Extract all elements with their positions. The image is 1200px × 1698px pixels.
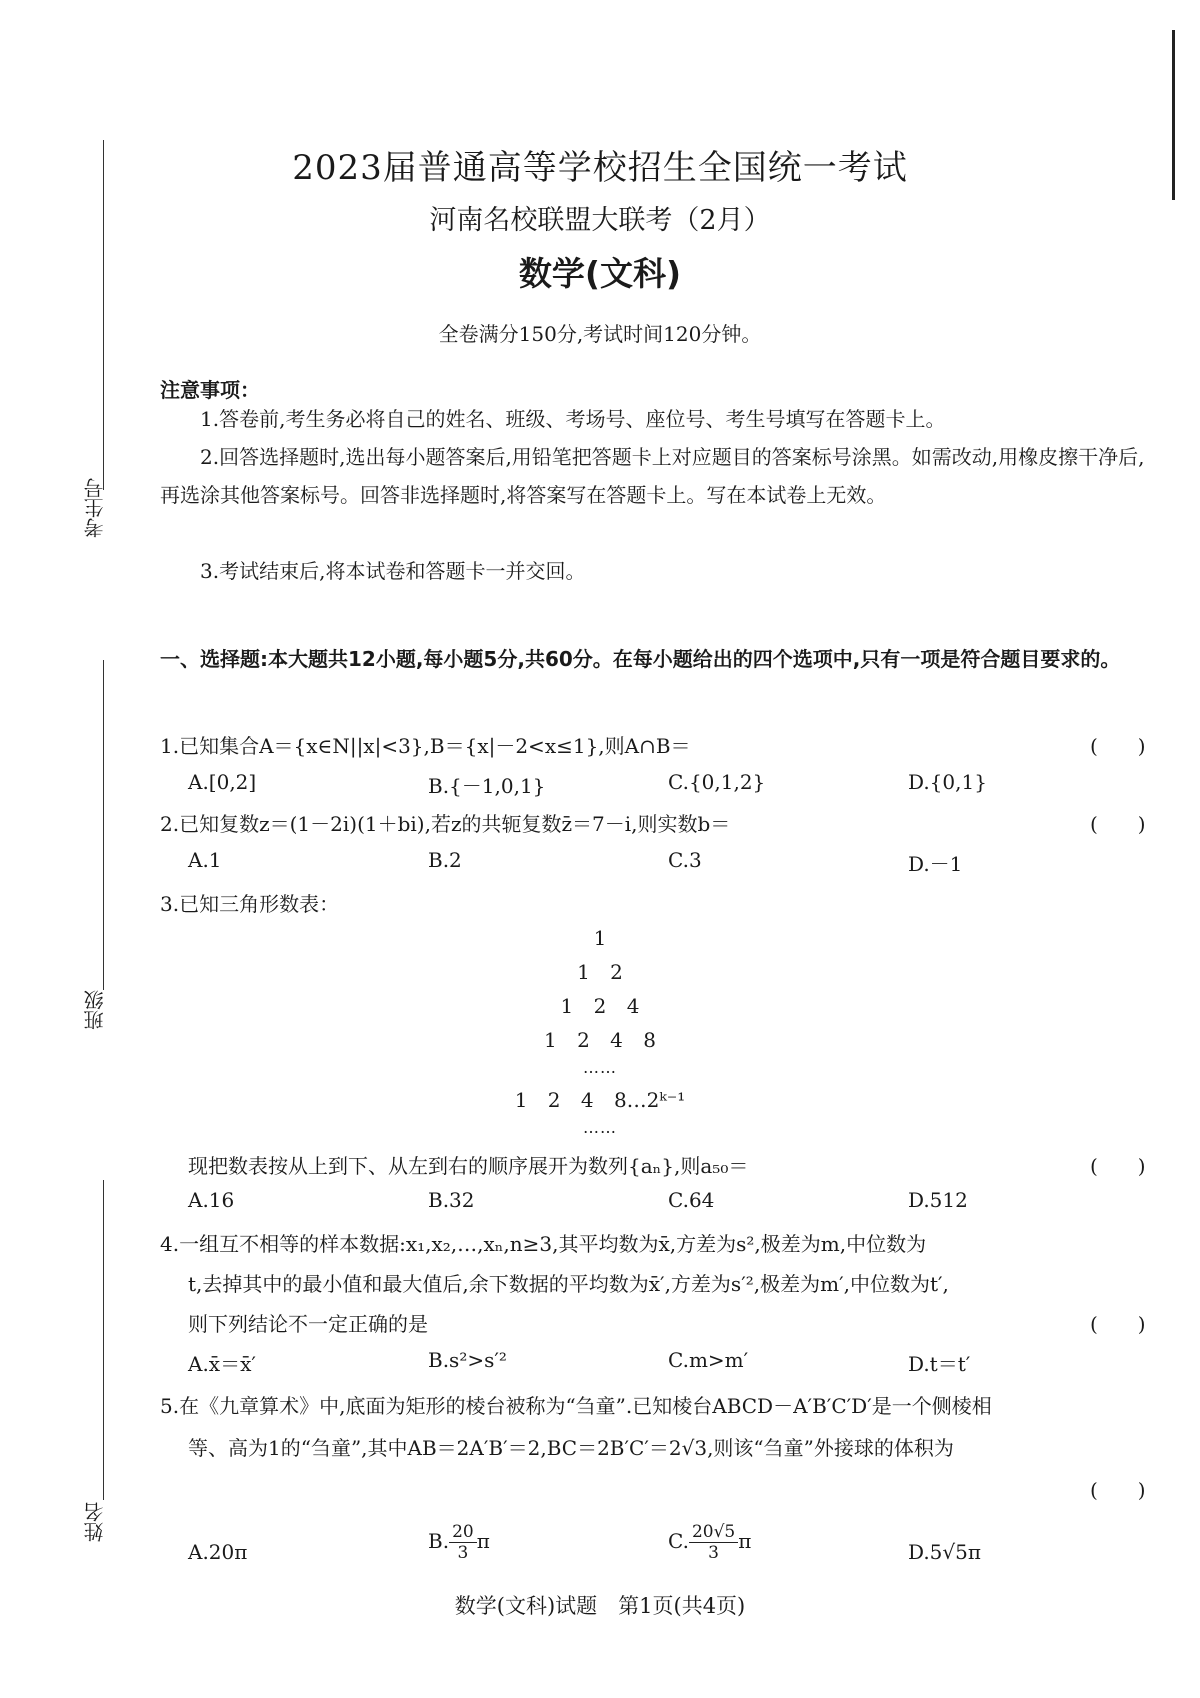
notice-item-1: 1.答卷前,考生务必将自己的姓名、班级、考场号、座位号、考生号填写在答题卡上。: [200, 407, 946, 431]
class-label: 班级: [83, 990, 107, 1030]
score-info: 全卷满分150分,考试时间120分钟。: [438, 322, 762, 346]
q2-option-c: C.3: [668, 848, 702, 872]
triangle-row-k: 1 2 4 8…2ᵏ⁻¹: [514, 1088, 686, 1112]
triangle-row-1: 1: [593, 926, 607, 950]
q1-option-c: C.{0,1,2}: [668, 770, 766, 794]
q5-option-b-fraction: [449, 1522, 477, 1563]
triangle-row-dots-1: ……: [583, 1058, 617, 1077]
triangle-row-4: 1 2 4 8: [544, 1028, 656, 1052]
q5-line-1: 5.在《九章算术》中,底面为矩形的棱台被称为“刍童”.已知棱台ABCD－A′B′C′D′是一个侧棱相: [160, 1394, 992, 1418]
q5-option-b: [428, 1522, 490, 1563]
q4-option-c: C.m>m′: [668, 1348, 749, 1372]
q3-option-d: D.512: [908, 1188, 968, 1212]
q5-option-c-fraction: [689, 1522, 738, 1563]
q5-option-b-prefix: B.: [428, 1529, 450, 1553]
exam-title: 2023届普通高等学校招生全国统一考试: [292, 148, 908, 188]
q1-option-b: B.{－1,0,1}: [428, 774, 546, 798]
name-label: 姓名: [83, 1502, 107, 1542]
q1-answer-paren: ( ): [1090, 734, 1146, 758]
q4-answer-paren: ( ): [1090, 1312, 1146, 1336]
name-line: [103, 1180, 104, 1500]
q5-line-2: 等、高为1的“刍童”,其中AB＝2A′B′＝2,BC＝2B′C′＝2√3,则该“刍童”外接球的体积为: [188, 1436, 954, 1460]
q4-option-b: B.s²>s′²: [428, 1348, 507, 1372]
q3-option-c: C.64: [668, 1188, 715, 1212]
page-footer: 数学(文科)试题 第1页(共4页): [454, 1594, 746, 1618]
q1-option-a: A.[0,2]: [188, 770, 257, 794]
q5-option-c-prefix: C.: [668, 1529, 689, 1553]
q3-option-a: A.16: [188, 1188, 235, 1212]
q5-option-c-numerator: 20√5: [689, 1522, 738, 1543]
exam-no-line: [103, 140, 104, 490]
q2-option-a: A.1: [188, 848, 222, 872]
q2-answer-paren: ( ): [1090, 812, 1146, 836]
q5-option-b-pi: π: [476, 1529, 490, 1553]
q2-option-b: B.2: [428, 848, 462, 872]
q4-option-d: D.t＝t′: [908, 1352, 971, 1376]
q4-line-3: 则下列结论不一定正确的是: [188, 1312, 428, 1336]
q4-option-a: A.x̄＝x̄′: [188, 1352, 256, 1376]
q5-option-d: D.5√5π: [908, 1540, 982, 1564]
q3-option-b: B.32: [428, 1188, 475, 1212]
q3-stem: 3.已知三角形数表：: [160, 892, 340, 916]
triangle-row-3: 1 2 4: [560, 994, 640, 1018]
exam-subtitle: 河南名校联盟大联考（2月）: [429, 205, 771, 236]
q5-option-c-pi: π: [738, 1529, 752, 1553]
q5-option-c: [668, 1522, 751, 1563]
q4-line-1: 4.一组互不相等的样本数据:x₁,x₂,…,xₙ,n≥3,其平均数为x̄,方差为s²,极差为m,中位数为: [160, 1232, 927, 1256]
q5-option-c-denominator: 3: [708, 1543, 719, 1563]
subject-title: 数学(文科): [518, 254, 682, 293]
section-1-heading: 一、选择题:本大题共12小题,每小题5分,共60分。在每小题给出的四个选项中,只有一项是符合题目要求的。: [160, 647, 1121, 671]
notice-item-2: 2.回答选择题时,选出每小题答案后,用铅笔把答题卡上对应题目的答案标号涂黑。如需改动,用橡皮擦干净后,再选涂其他答案标号。回答非选择题时,将答案写在答题卡上。写在本试卷上无效。: [160, 445, 1145, 507]
notice-heading: 注意事项：: [160, 378, 260, 402]
q2-stem: 2.已知复数z＝(1－2i)(1＋bi),若z的共轭复数z̄＝7－i,则实数b＝: [160, 812, 731, 836]
triangle-row-2: 1 2: [577, 960, 623, 984]
q3-ask: 现把数表按从上到下、从左到右的顺序展开为数列{aₙ},则a₅₀＝: [188, 1154, 749, 1178]
q4-line-2: t,去掉其中的最小值和最大值后,余下数据的平均数为x̄′,方差为s′²,极差为m′,中位数为t′,: [188, 1272, 949, 1296]
triangle-row-dots-2: ……: [583, 1118, 617, 1137]
q5-option-a: A.20π: [188, 1540, 248, 1564]
q3-answer-paren: ( ): [1090, 1154, 1146, 1178]
q5-option-b-numerator: 20: [449, 1522, 477, 1543]
q1-option-d: D.{0,1}: [908, 770, 987, 794]
exam-no-label: 考生号: [83, 478, 107, 538]
q1-stem: 1.已知集合A＝{x∈N||x|<3},B＝{x|－2<x≤1},则A∩B＝: [160, 734, 691, 758]
notice-item-3: 3.考试结束后,将本试卷和答题卡一并交回。: [200, 559, 586, 583]
q2-option-d: D.－1: [908, 852, 963, 876]
q5-option-b-denominator: 3: [457, 1543, 469, 1563]
q5-answer-paren: ( ): [1090, 1478, 1146, 1502]
